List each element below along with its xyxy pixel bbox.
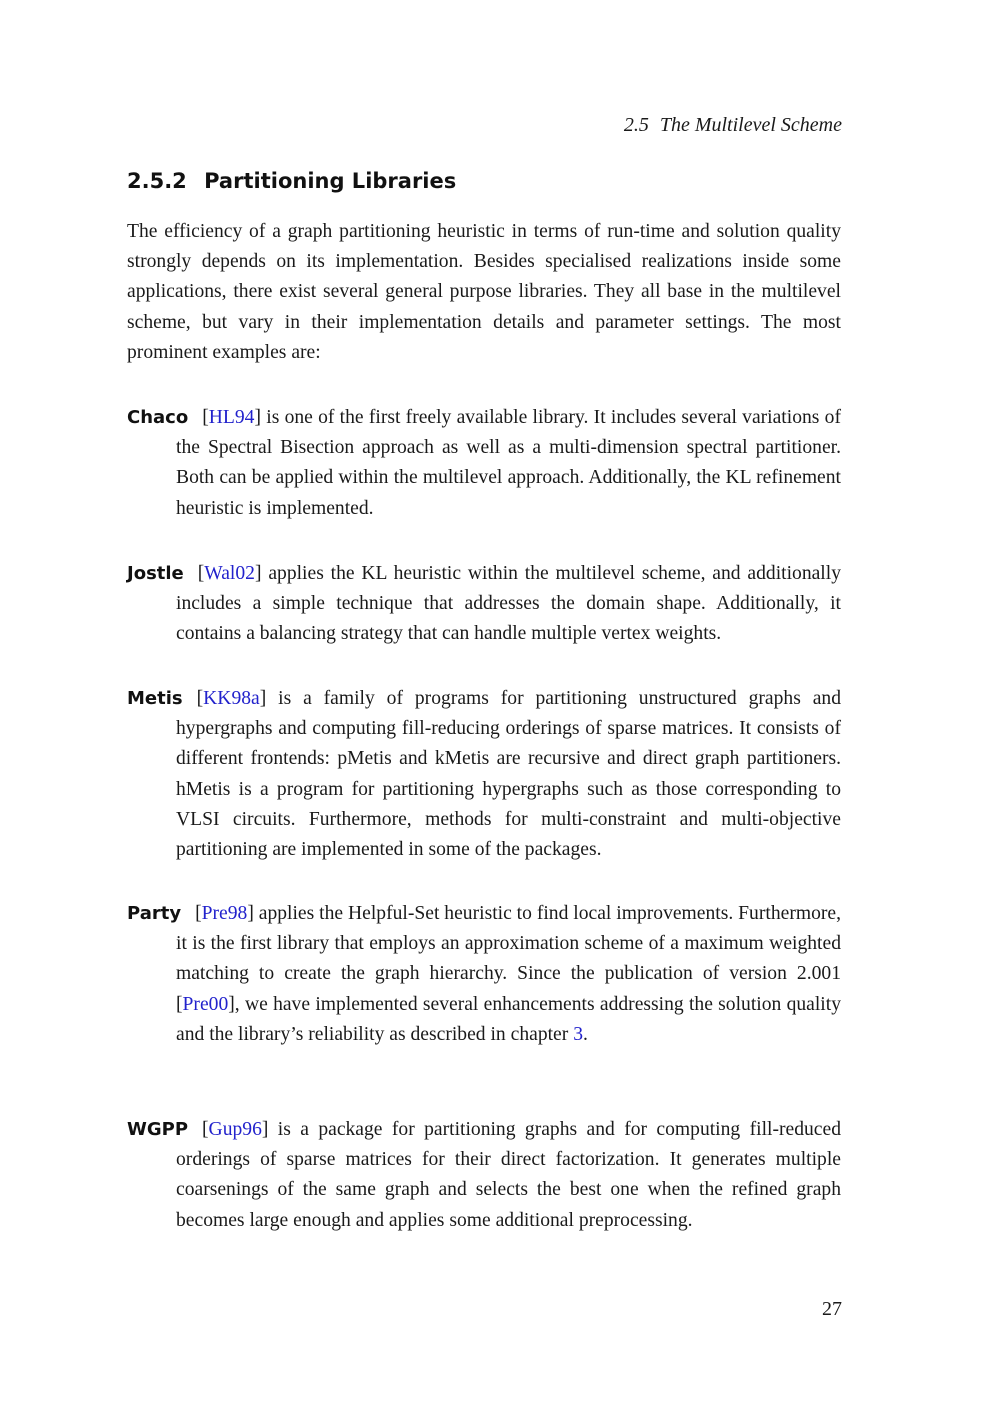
entry-text: is a package for partitioning graphs and for computing fill-reduced orderings of sparse matrices for their direct factorization. It generates multiple coarsenings of the same graph and selects the best one when the refined graph becomes large enough and applies some additional preprocessing.: [176, 1119, 841, 1231]
chapter-ref-link[interactable]: 3: [573, 1023, 583, 1045]
entry-text: is one of the first freely available library. It includes several variations of the Spectral Bisection approach as well as a multi-dimension spectral partitioner. Both can be applied within the multilevel approach. Additionally, the KL refinement heuristic is implemented.: [176, 407, 841, 519]
section-title-text: Partitioning Libraries: [204, 169, 457, 193]
citation-link[interactable]: Pre98: [201, 903, 248, 924]
entry-text: .: [582, 1023, 588, 1045]
section-number: 2.5.2: [127, 169, 187, 193]
entry-jostle: Jostle [Wal02] applies the KL heuristic within the multilevel scheme, and additionally includes a simple technique that addresses the domain shape. Additionally, it contains a balancing strategy that can handle multiple vertex weights.: [127, 563, 841, 645]
citation-link[interactable]: Wal02: [204, 563, 255, 584]
page-number: 27: [822, 1298, 842, 1320]
entry-party: Party [Pre98] applies the Helpful-Set heuristic to find local improvements. Furthermore, it is the first library that employs an approximation scheme of a maximum weighted matching to create the graph hierarchy. Since the publication of version 2.001 [Pre00], we have implemented several enhancements addressing the solution quality and the library’s reliability as described in chapter 3.: [127, 903, 841, 1045]
entry-term: Party: [127, 903, 182, 924]
entry-wgpp: WGPP [Gup96] is a package for partitioning graphs and for computing fill-reduced orderings of sparse matrices for their direct factorization. It generates multiple coarsenings of the same graph and selects the best one when the refined graph becomes large enough and applies some additional preprocessing.: [127, 1119, 841, 1231]
entry-term: Metis: [127, 688, 183, 709]
citation-link[interactable]: Gup96: [208, 1119, 262, 1140]
entry-text: applies the KL heuristic within the multilevel scheme, and additionally includes a simple technique that addresses the domain shape. Additionally, it contains a balancing strategy that can handle multiple vertex weights.: [176, 563, 841, 645]
section-title: [127, 166, 456, 196]
intro-paragraph: The efficiency of a graph partitioning heuristic in terms of run-time and solution quality strongly depends on its implementation. Besides specialised realizations inside some applications, there exist several general purpose libraries. They all base in the multilevel scheme, but vary in their implementation details and parameter settings. The most prominent examples are:: [127, 221, 841, 363]
running-head: [624, 112, 842, 138]
entry-text: applies the Helpful-Set heuristic to find local improvements. Furthermore, it is the first library that employs an approximation scheme of a maximum weighted matching to create the graph hierarchy. Since the publication of version 2.001: [176, 903, 841, 985]
entry-chaco: Chaco [HL94] is one of the first freely available library. It includes several variations of the Spectral Bisection approach as well as a multi-dimension spectral partitioner. Both can be applied within the multilevel approach. Additionally, the KL refinement heuristic is implemented.: [127, 407, 841, 519]
citation-link[interactable]: KK98a: [203, 688, 260, 709]
entry-text: is a family of programs for partitioning unstructured graphs and hypergraphs and computing fill-reducing orderings of sparse matrices. It consists of different frontends: pMetis and kMetis are recursive and direct graph partitioners. hMetis is a program for partitioning hypergraphs such as those corresponding to VLSI circuits. Furthermore, methods for multi-constraint and multi-objective partitioning are implemented in some of the packages.: [176, 688, 841, 861]
running-head-section-title: The Multilevel Scheme: [659, 114, 842, 136]
entry-term: Chaco: [127, 407, 189, 428]
entry-text: , we have implemented several enhancements addressing the solution quality and the library’s reliability as described in chapter: [176, 993, 841, 1045]
citation-link[interactable]: HL94: [208, 407, 255, 428]
entry-term: Jostle: [127, 563, 184, 584]
running-head-section-number: 2.5: [623, 114, 649, 136]
citation-link[interactable]: Pre00: [182, 993, 229, 1015]
entry-term: WGPP: [127, 1119, 189, 1140]
entry-metis: Metis [KK98a] is a family of programs for partitioning unstructured graphs and hypergraphs and computing fill-reducing orderings of sparse matrices. It consists of different frontends: pMetis and kMetis are recursive and direct graph partitioners. hMetis is a program for partitioning hypergraphs such as those corresponding to VLSI circuits. Furthermore, methods for multi-constraint and multi-objective partitioning are implemented in some of the packages.: [127, 688, 841, 861]
